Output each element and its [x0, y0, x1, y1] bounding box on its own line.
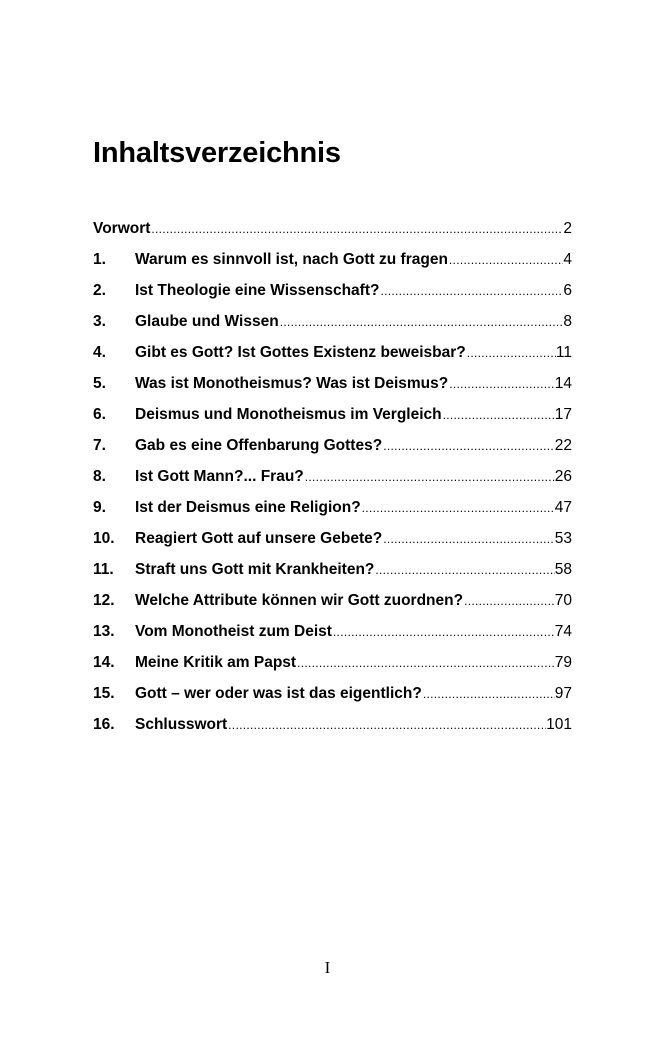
toc-leader-dots [332, 622, 555, 642]
toc-entry-8[interactable] [93, 467, 572, 498]
page-title: Inhaltsverzeichnis [93, 137, 341, 169]
toc-leader-dots [374, 560, 554, 580]
toc-entry-page: 53 [554, 530, 572, 547]
toc-entry-number: 10. [93, 530, 115, 547]
toc-entry-number: 9. [93, 499, 106, 516]
toc-entry-title: Vom Monotheist zum Deist [135, 623, 332, 640]
toc-entry-title: Warum es sinnvoll ist, nach Gott zu fragen [135, 251, 448, 268]
toc-leader-dots [227, 715, 546, 735]
toc-leader-dots [466, 343, 556, 363]
toc-entry-title: Welche Attribute können wir Gott zuordnen? [135, 592, 464, 609]
toc-entry-title: Was ist Monotheismus? Was ist Deismus? [135, 375, 449, 392]
toc-entry-9[interactable] [93, 498, 572, 529]
toc-entry-page: 26 [554, 468, 572, 485]
toc-entry-3[interactable] [93, 312, 572, 343]
toc-entry-10[interactable] [93, 529, 572, 560]
toc-entry-page: 70 [554, 592, 572, 609]
toc-entry-title: Schlusswort [135, 716, 228, 733]
toc-leader-dots [463, 591, 555, 611]
toc-entry-number: 11. [93, 561, 114, 578]
toc-entry-title: Ist der Deismus eine Religion? [135, 499, 361, 516]
toc-entry-2[interactable] [93, 281, 572, 312]
toc-entry-number: 7. [93, 437, 106, 454]
toc-leader-dots [361, 498, 555, 518]
toc-entry-title: Deismus und Monotheismus im Vergleich [135, 406, 442, 423]
toc-leader-dots [379, 281, 563, 301]
toc-leader-dots [296, 653, 555, 673]
toc-leader-dots [279, 312, 564, 332]
toc-entry-number: 8. [93, 468, 106, 485]
toc-entry-page: 14 [554, 375, 572, 392]
toc-entry-page: 4 [563, 251, 572, 268]
page-number: I [324, 958, 331, 977]
toc-entry-12[interactable] [93, 591, 572, 622]
toc-entry-13[interactable] [93, 622, 572, 653]
toc-entry-7[interactable] [93, 436, 572, 467]
toc-leader-dots [150, 219, 563, 239]
toc-entry-1[interactable] [93, 250, 572, 281]
toc-entry-14[interactable] [93, 653, 572, 684]
toc-entry-5[interactable] [93, 374, 572, 405]
toc-entry-number: 2. [93, 282, 106, 299]
toc-entry-title: Glaube und Wissen [135, 313, 279, 330]
table-of-contents [93, 219, 572, 746]
toc-entry-page: 79 [554, 654, 572, 671]
toc-leader-dots [448, 250, 563, 270]
toc-entry-title: Gott – wer oder was ist das eigentlich? [135, 685, 422, 702]
toc-entry-title: Ist Theologie eine Wissenschaft? [135, 282, 380, 299]
toc-entry-title: Reagiert Gott auf unsere Gebete? [135, 530, 383, 547]
toc-leader-dots [304, 467, 555, 487]
toc-entry-11[interactable] [93, 560, 572, 591]
toc-entry-page: 74 [554, 623, 572, 640]
toc-entry-title: Meine Kritik am Papst [135, 654, 297, 671]
toc-entry-title: Straft uns Gott mit Krankheiten? [135, 561, 375, 578]
toc-entry-number: 4. [93, 344, 106, 361]
toc-leader-dots [448, 374, 555, 394]
toc-entry-title: Vorwort [93, 220, 151, 237]
toc-entry-page: 101 [546, 716, 572, 733]
toc-entry-number: 1. [93, 251, 106, 268]
toc-entry-page: 47 [554, 499, 572, 516]
toc-entry-number: 13. [93, 623, 115, 640]
toc-entry-title: Gab es eine Offenbarung Gottes? [135, 437, 383, 454]
toc-entry-number: 16. [93, 716, 115, 733]
toc-entry-16[interactable] [93, 715, 572, 746]
toc-entry-number: 6. [93, 406, 106, 423]
toc-entry-number: 15. [93, 685, 115, 702]
toc-entry-vorwort[interactable] [93, 219, 572, 250]
toc-entry-4[interactable] [93, 343, 572, 374]
toc-entry-page: 17 [554, 406, 572, 423]
toc-entry-title: Gibt es Gott? Ist Gottes Existenz beweisbar? [135, 344, 466, 361]
toc-entry-page: 6 [563, 282, 572, 299]
toc-entry-page: 58 [554, 561, 572, 578]
toc-entry-number: 3. [93, 313, 106, 330]
toc-entry-title: Ist Gott Mann?... Frau? [135, 468, 304, 485]
toc-leader-dots [422, 684, 555, 704]
toc-leader-dots [382, 436, 555, 456]
toc-entry-page: 11 [555, 344, 572, 361]
toc-entry-page: 2 [563, 220, 572, 237]
toc-entry-6[interactable] [93, 405, 572, 436]
toc-entry-number: 12. [93, 592, 115, 609]
toc-entry-number: 5. [93, 375, 106, 392]
toc-entry-page: 8 [563, 313, 572, 330]
toc-entry-number: 14. [93, 654, 115, 671]
toc-leader-dots [442, 405, 555, 425]
toc-entry-15[interactable] [93, 684, 572, 715]
toc-entry-page: 22 [554, 437, 572, 454]
toc-entry-page: 97 [554, 685, 572, 702]
toc-leader-dots [382, 529, 555, 549]
